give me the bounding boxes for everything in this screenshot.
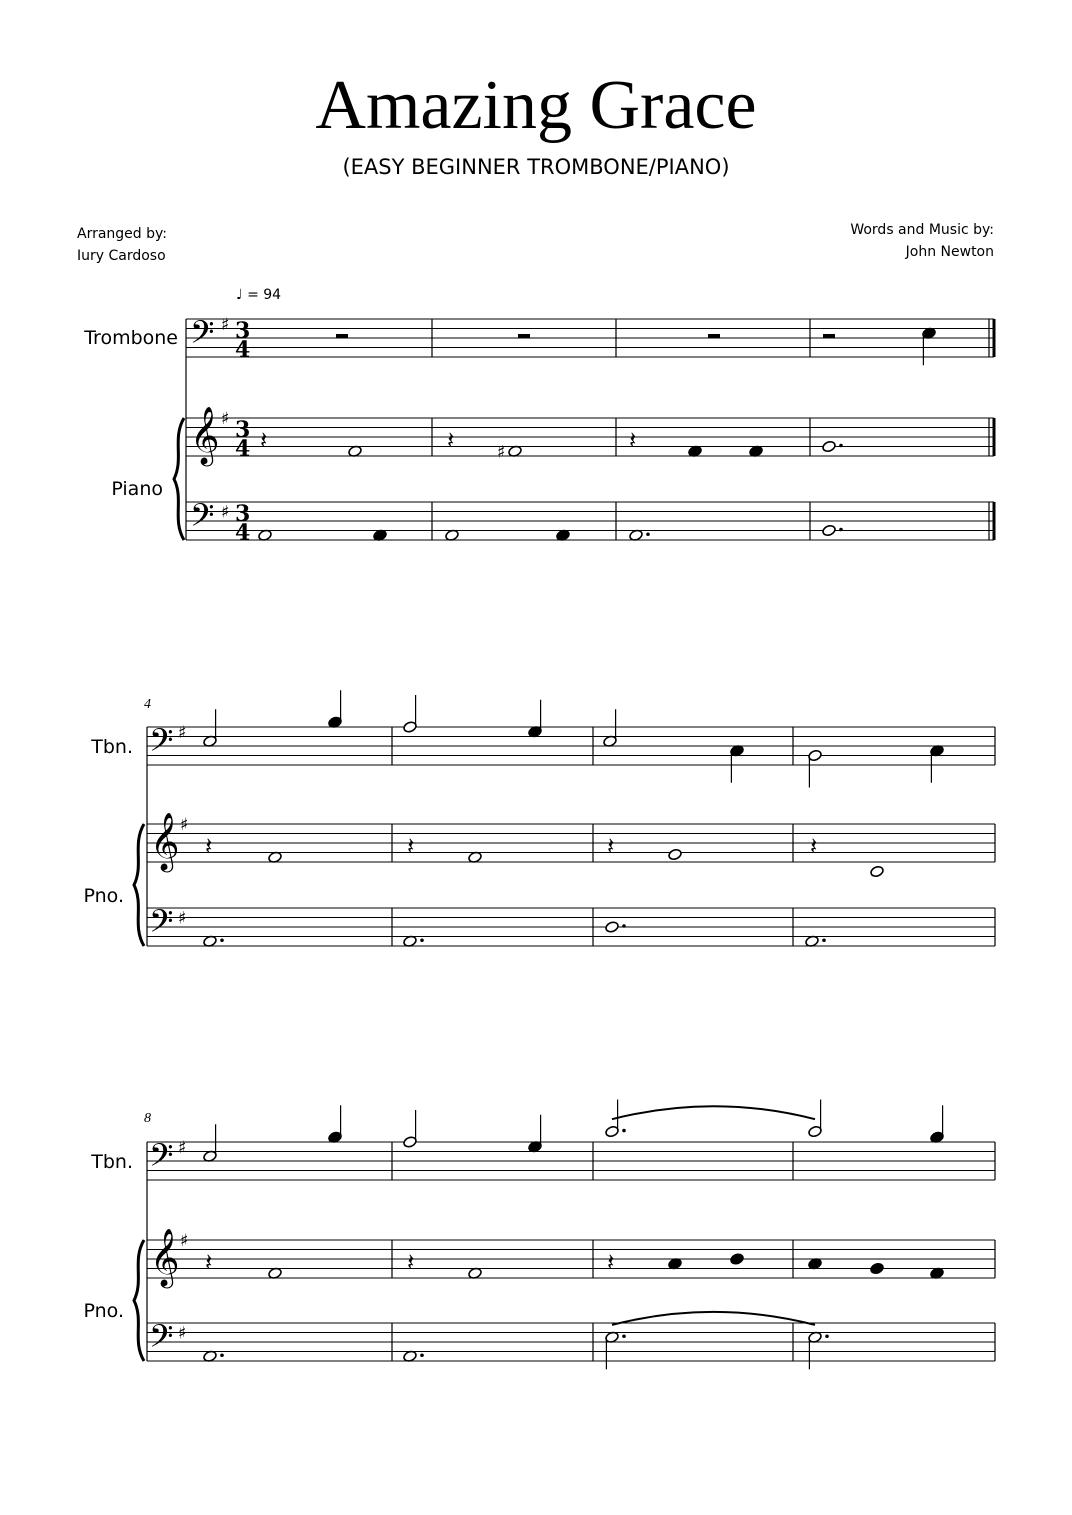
quarter-rest-icon: 𝄽	[810, 832, 818, 860]
quarter-rest-icon: 𝄽	[260, 426, 268, 454]
score-subtitle: (EASY BEGINNER TROMBONE/PIANO)	[342, 155, 730, 179]
augmentation-dot	[825, 1334, 829, 1338]
sharp-icon: ♯	[221, 314, 230, 335]
half-note	[668, 848, 683, 861]
instrument-label-piano-short: Pno.	[83, 1300, 124, 1322]
quarter-rest-icon: 𝄽	[607, 832, 615, 860]
time-signature-denominator: 4	[235, 520, 251, 546]
measure-number: 4	[144, 697, 151, 712]
arranger-label: Arranged by:	[77, 226, 168, 242]
augmentation-dot	[220, 1353, 224, 1357]
half-rest-icon	[708, 334, 720, 338]
instrument-label-trombone-short: Tbn.	[91, 1151, 133, 1173]
bass-clef-icon: 𝄢	[149, 1137, 174, 1181]
brace-icon	[134, 824, 144, 946]
bass-clef-icon: 𝄢	[149, 1318, 174, 1362]
arranger-name: Iury Cardoso	[77, 248, 166, 264]
sharp-icon: ♯	[497, 442, 506, 463]
augmentation-dot	[420, 1353, 424, 1357]
augmentation-dot	[839, 444, 843, 448]
sharp-icon: ♯	[178, 722, 187, 743]
sharp-icon: ♯	[221, 409, 230, 429]
treble-clef-icon: 𝄞	[190, 406, 220, 464]
bass-clef-icon: 𝄢	[190, 497, 215, 541]
quarter-note-icon: ♩	[236, 287, 243, 303]
instrument-label-trombone-short: Tbn.	[91, 736, 133, 758]
quarter-rest-icon: 𝄽	[407, 832, 415, 860]
treble-clef-icon: 𝄞	[150, 812, 180, 870]
sharp-icon: ♯	[178, 1323, 187, 1344]
augmentation-dot	[622, 1334, 626, 1338]
instrument-label-piano-short: Pno.	[83, 885, 124, 907]
half-note	[870, 865, 885, 878]
half-note	[822, 524, 837, 537]
sharp-icon: ♯	[178, 1137, 187, 1158]
time-signature-numerator: 3	[235, 501, 251, 527]
augmentation-dot	[622, 924, 626, 928]
quarter-rest-icon: 𝄽	[447, 426, 455, 454]
sharp-icon: ♯	[221, 502, 230, 523]
instrument-label-piano: Piano	[111, 478, 163, 500]
quarter-rest-icon: 𝄽	[629, 426, 637, 454]
augmentation-dot	[839, 528, 843, 532]
composer-label: Words and Music by:	[850, 222, 994, 238]
time-signature-numerator: 3	[235, 417, 251, 443]
quarter-note	[730, 1253, 745, 1266]
quarter-rest-icon: 𝄽	[205, 832, 213, 860]
augmentation-dot	[822, 938, 826, 942]
bass-clef-icon: 𝄢	[190, 314, 215, 358]
composer-name: John Newton	[905, 244, 994, 260]
half-rest-icon	[823, 334, 835, 338]
brace-icon	[174, 418, 184, 540]
tie	[612, 1106, 815, 1119]
augmentation-dot	[220, 938, 224, 942]
sharp-icon: ♯	[180, 815, 189, 835]
augmentation-dot	[646, 532, 650, 536]
half-rest-icon	[336, 334, 348, 338]
time-signature-denominator: 4	[235, 337, 251, 363]
sharp-icon: ♯	[178, 908, 187, 929]
time-signature-numerator: 3	[235, 318, 251, 344]
half-rest-icon	[518, 334, 530, 338]
measure-number: 8	[144, 1111, 151, 1126]
half-note	[822, 440, 837, 453]
bass-clef-icon: 𝄢	[149, 722, 174, 766]
bass-clef-icon: 𝄢	[149, 903, 174, 947]
tempo-value: = 94	[247, 287, 282, 303]
brace-icon	[134, 1240, 144, 1361]
time-signature-denominator: 4	[235, 436, 251, 462]
quarter-rest-icon: 𝄽	[407, 1248, 415, 1276]
augmentation-dot	[622, 1129, 626, 1133]
half-note	[605, 921, 620, 934]
quarter-rest-icon: 𝄽	[205, 1248, 213, 1276]
quarter-rest-icon: 𝄽	[607, 1248, 615, 1276]
sharp-icon: ♯	[180, 1231, 189, 1251]
instrument-label-trombone: Trombone	[84, 327, 178, 349]
quarter-note	[870, 1262, 885, 1275]
treble-clef-icon: 𝄞	[150, 1228, 180, 1286]
score-title: Amazing Grace	[315, 67, 757, 144]
augmentation-dot	[420, 938, 424, 942]
